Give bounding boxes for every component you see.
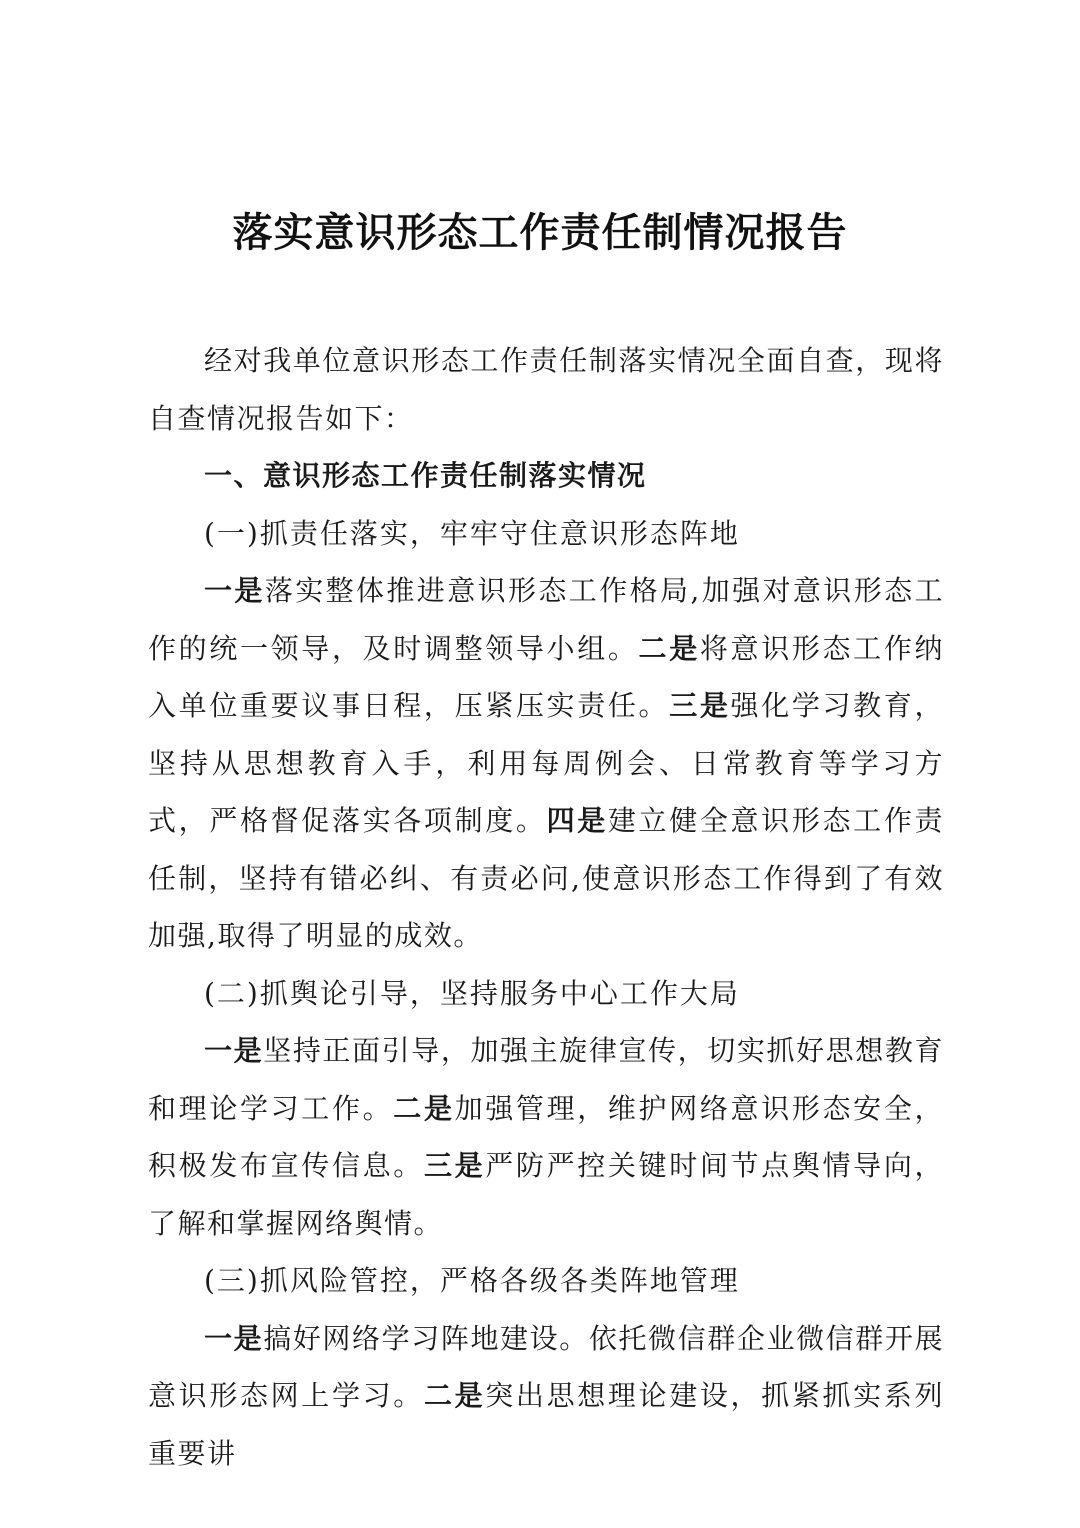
paragraph-text: 建立健全意识形态工作责任制，坚持有错必纠、有责必问,使意识形态工作得到了有效加强,取得了明显的成效。 — [148, 804, 944, 952]
paragraph-text: 突出思想理论建设，抓紧抓实系列重要讲 — [148, 1379, 944, 1470]
paragraph-text: 搞好网络学习阵地建设。依托微信群企业微信群开展意识形态网上学习。 — [148, 1321, 944, 1412]
lead-marker: 二是 — [393, 1091, 455, 1125]
lead-marker: 一是 — [204, 1321, 264, 1355]
lead-marker: 二是 — [423, 1379, 486, 1412]
document-body — [148, 332, 944, 1482]
document-title: 落实意识形态工作责任制情况报告 — [232, 209, 848, 256]
lead-marker: 一是 — [204, 1034, 264, 1067]
paragraph-text: 落实整体推进意识形态工作格局,加强对意识形态工作的统一领导，及时调整领导小组。 — [148, 574, 944, 665]
intro-paragraph: 经对我单位意识形态工作责任制落实情况全面自查，现将自查情况报告如下： — [148, 344, 944, 435]
lead-marker: 三是 — [423, 1149, 486, 1182]
paragraph-text: 加强管理，维护网络意识形态安全，积极发布宣传信息。 — [148, 1091, 944, 1182]
subsection-heading-3: (三)抓风险管控，严格各级各类阵地管理 — [204, 1264, 740, 1297]
subsection-3-paragraph — [148, 1310, 944, 1483]
lead-marker: 四是 — [546, 804, 608, 837]
lead-marker: 一是 — [204, 574, 265, 607]
lead-marker: 三是 — [669, 689, 731, 722]
subsection-heading-1: (一)抓责任落实，牢牢守住意识形态阵地 — [204, 516, 740, 550]
lead-marker: 二是 — [638, 631, 700, 665]
paragraph-text: 坚持正面引导，加强主旋律宣传，切实抓好思想教育和理论学习工作。 — [148, 1034, 944, 1125]
subsection-2-paragraph — [148, 1022, 944, 1252]
section-heading: 一、意识形态工作责任制落实情况 — [204, 459, 647, 492]
paragraph-text: 强化学习教育，坚持从思想教育入手，利用每周例会、日常教育等学习方式，严格督促落实各项制度。 — [148, 689, 944, 837]
paragraph-text: 严防严控关键时间节点舆情导向，了解和掌握网络舆情。 — [148, 1149, 944, 1240]
paragraph-text: 将意识形态工作纳入单位重要议事日程，压紧压实责任。 — [148, 631, 944, 722]
subsection-heading-2: (二)抓舆论引导，坚持服务中心工作大局 — [204, 976, 740, 1010]
subsection-1-paragraph — [148, 562, 944, 965]
